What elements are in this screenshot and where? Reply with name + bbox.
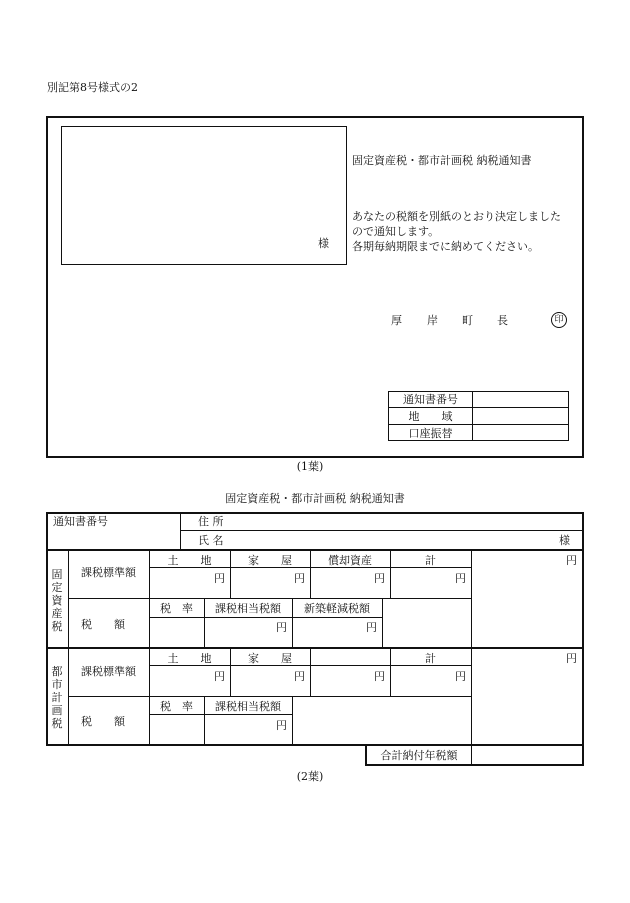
yen-unit: 円 xyxy=(366,621,377,634)
city-tax-header-rate: 税 率 xyxy=(160,700,193,713)
city-planning-tax-label: 都市計画税 xyxy=(51,665,63,730)
mayor-char: 岸 xyxy=(427,314,438,327)
city-base-label: 課税標準額 xyxy=(81,665,136,678)
fixed-header-house: 家 屋 xyxy=(248,554,292,567)
info-label-region: 地 域 xyxy=(408,410,453,423)
message-line: あなたの税額を別紙のとおり決定しました xyxy=(352,210,561,223)
mayor-char: 厚 xyxy=(391,314,402,327)
sheet2-caption: (2葉) xyxy=(296,770,324,783)
info-label-transfer: 口座振替 xyxy=(408,427,453,440)
sheet2-title: 固定資産税・都市計画税 納税通知書 xyxy=(225,492,405,505)
mayor-char: 長 xyxy=(497,314,508,327)
form-number: 別記第8号様式の2 xyxy=(47,81,138,94)
address-window xyxy=(61,126,347,265)
yen-unit: 円 xyxy=(374,670,385,683)
fixed-asset-tax-label: 固定資産税 xyxy=(51,568,63,633)
city-tax-label: 税 額 xyxy=(81,715,125,728)
city-header-total: 計 xyxy=(425,652,436,665)
yen-unit: 円 xyxy=(294,572,305,585)
sheet1-caption: (1葉) xyxy=(296,460,324,473)
yen-unit: 円 xyxy=(566,652,577,665)
mayor-char: 町 xyxy=(462,314,473,327)
notice-number-label: 通知書番号 xyxy=(53,515,108,528)
yen-unit: 円 xyxy=(276,719,287,732)
fixed-tax-label: 税 額 xyxy=(81,618,125,631)
yen-unit: 円 xyxy=(374,572,385,585)
total-annual-tax-label: 合計納付年税額 xyxy=(380,749,458,762)
yen-unit: 円 xyxy=(276,621,287,634)
info-label-notice-number: 通知書番号 xyxy=(403,393,458,406)
fixed-tax-header-new-build-reduction: 新築軽減税額 xyxy=(304,602,370,615)
address-suffix: 様 xyxy=(318,237,329,250)
yen-unit: 円 xyxy=(214,572,225,585)
fixed-tax-header-rate: 税 率 xyxy=(160,602,193,615)
city-header-house: 家 屋 xyxy=(248,652,292,665)
yen-unit: 円 xyxy=(455,670,466,683)
yen-unit: 円 xyxy=(455,572,466,585)
fixed-header-total: 計 xyxy=(425,554,436,567)
city-tax-header-equivalent: 課税相当税額 xyxy=(215,700,281,713)
yen-unit: 円 xyxy=(566,554,577,567)
yen-unit: 円 xyxy=(294,670,305,683)
address-label: 住 所 xyxy=(198,515,224,528)
fixed-tax-header-equivalent: 課税相当税額 xyxy=(215,602,281,615)
yen-unit: 円 xyxy=(214,670,225,683)
seal-stamp: 印 xyxy=(551,312,567,328)
name-suffix: 様 xyxy=(559,534,570,547)
name-label: 氏 名 xyxy=(198,534,224,547)
message-line: ので通知します。 xyxy=(352,225,440,238)
message-line: 各期毎納期限までに納めてください。 xyxy=(352,240,539,253)
city-header-land: 土 地 xyxy=(167,652,212,665)
fixed-header-depreciable: 償却資産 xyxy=(328,554,372,567)
sheet1-title: 固定資産税・都市計画税 納税通知書 xyxy=(352,154,532,167)
fixed-base-label: 課税標準額 xyxy=(81,566,136,579)
sheet2-frame xyxy=(46,512,584,746)
fixed-header-land: 土 地 xyxy=(167,554,212,567)
